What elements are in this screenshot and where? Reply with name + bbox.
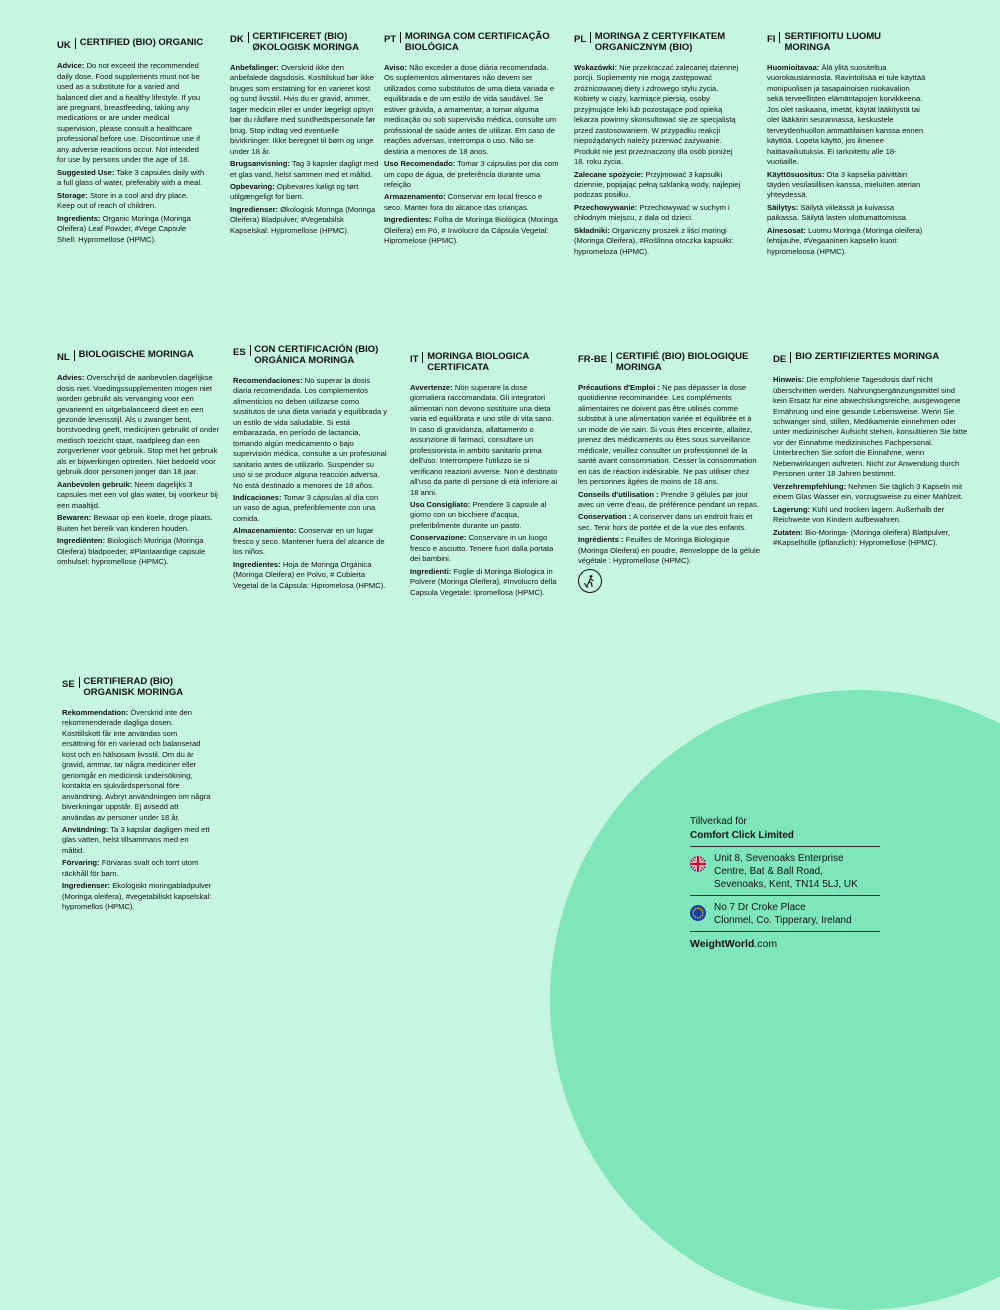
section-label: Bewaren: <box>57 513 92 523</box>
section-text: Não exceder a dose diária recomendada. Os suplementos alimentares não devem ser utilizados como substitutos de uma dieta variada e equilibrada e de um estilo de vida saudável. Se estiver grávida, a amamentar, a tomar alguma medicação ou sob supervisão médica, consulte um profissional de saúde antes de utilizar. Em caso de reações adversas, interrompa o uso. Não se destina a menores de 18 anos. <box>384 62 557 156</box>
section-text: Przechowywać w suchym i chłodnym miejscu, z dala od dzieci. <box>574 202 730 223</box>
nl-label-block <box>57 350 222 570</box>
section-text: Överskrid inte den rekommenderade dagliga dosen. Kosttillskott får inte användas som ersättning för en varierad och balanserad kost och en hälsosam livsstil. Om du är gravid, ammar, tar några mediciner eller genomgår en medicinsk undersökning, kontakta en sjukvårdspersonal före användning. Avbryt användningen om några biverkningar uppstår. Ej avsedd att användas av personer under 18 år. <box>62 707 211 822</box>
section-paragraph <box>57 536 222 567</box>
section-label: Ainesosat: <box>767 225 806 235</box>
country-code: DE <box>773 354 787 365</box>
separator <box>590 32 591 43</box>
section-label: Storage: <box>57 190 88 200</box>
section-text: Förvaras svalt och torrt utom räckhåll för barn. <box>62 858 199 878</box>
section-paragraph <box>57 61 207 166</box>
brand-name: WeightWorld <box>690 938 755 950</box>
section-label: Anbefalinger: <box>230 62 279 72</box>
pt-label-block <box>384 32 559 249</box>
block-header <box>384 32 559 54</box>
section-label: Advice: <box>57 61 85 71</box>
country-code: NL <box>57 352 70 363</box>
manufacturer-info <box>690 815 880 952</box>
country-code: PT <box>384 34 397 45</box>
section-label: Ingredienti: <box>410 566 452 576</box>
section-text: Organic Moringa (Moringa Oleifera) Leaf Powder, #Vege Capsule Shell: Hypromellose (HPMC). <box>57 213 191 244</box>
block-header <box>230 32 380 54</box>
section-label: Ingredientes: <box>233 559 281 569</box>
manufacturer-label: Tillverkad för <box>690 816 747 827</box>
section-label: Uso Recomendado: <box>384 159 456 169</box>
separator <box>422 352 423 363</box>
separator <box>74 350 75 361</box>
uk-label-block <box>57 38 207 247</box>
uk-flag-icon <box>690 856 706 872</box>
block-title: BIO ZERTIFIZIERTES MORINGA <box>795 351 940 362</box>
section-paragraph <box>230 205 380 236</box>
section-paragraph <box>574 170 744 201</box>
se-label-block <box>62 677 212 915</box>
country-code: UK <box>57 40 71 51</box>
separator <box>400 32 401 43</box>
frbe-label-block <box>578 352 760 593</box>
section-label: Hinweis: <box>773 375 805 385</box>
address-line: Clonmel, Co. Tipperary, Ireland <box>714 915 852 926</box>
section-text: Tomar 3 cápsulas al día con un vaso de agua, preferiblemente con una comida. <box>233 493 379 523</box>
section-text: Prendere 3 capsule al giorno con un bicchiere d'acqua, preferibilmente durante un pasto. <box>410 500 547 530</box>
section-paragraph <box>62 708 212 823</box>
block-title: MORINGA Z CERTYFIKATEM ORGANICZNYM (BIO) <box>594 31 726 53</box>
block-header <box>767 32 927 54</box>
manufacturer-company: Comfort Click Limited <box>690 830 794 841</box>
section-text: Store in a cool and dry place. Keep out of reach of children. <box>57 190 189 211</box>
section-paragraph <box>773 505 968 526</box>
section-text: Nehmen Sie täglich 3 Kapseln mit einem Glas Wasser ein, vorzugsweise zu einer Mahlzeit. <box>773 481 964 502</box>
section-paragraph <box>384 192 559 213</box>
section-text: Bewaar op een koele, droge plaats. Buiten het bereik van kinderen houden. <box>57 513 213 533</box>
section-text: Prendre 3 gélules par jour avec un verre d'eau, de préférence pendant un repas. <box>578 489 759 509</box>
section-label: Ingrediënten: <box>57 536 106 546</box>
section-label: Wskazówki: <box>574 62 618 72</box>
section-paragraph <box>767 63 927 168</box>
block-header <box>233 345 388 367</box>
dk-label-block <box>230 32 380 238</box>
section-label: Ingredients: <box>57 213 101 223</box>
address-line: Sevenoaks, Kent, TN14 5LJ, UK <box>714 879 858 890</box>
section-label: Przechowywanie: <box>574 202 638 212</box>
section-label: Recomendaciones: <box>233 375 303 385</box>
section-label: Ingrédients : <box>578 535 624 545</box>
section-paragraph <box>773 482 968 503</box>
section-label: Précautions d'Emploi : <box>578 382 660 392</box>
section-paragraph <box>410 383 560 498</box>
section-label: Användning: <box>62 825 109 834</box>
section-paragraph <box>773 375 968 480</box>
section-text: Overschrijd de aanbevolen dagelijkse dosis niet. Voedingssupplementen mogen niet worden gebruikt als vervanging voor een gevarieerd en uitgebalanceerd dieet en een gezonde levensstijl. Als u zwanger bent, borstvoeding geeft, medicijnen gebruikt of onder medisch toezicht staat, raadpleeg dan een zorgverlener voor gebruik. Stop met het gebruik als er bijwerkingen optreden. Niet bedoeld voor gebruik door personen jonger dan 18 jaar. <box>57 373 220 477</box>
section-label: Lagerung: <box>773 504 811 514</box>
section-paragraph <box>57 513 222 534</box>
block-header <box>773 352 968 366</box>
section-text: Älä ylitä suositeltua vuorokausiannosta. Ravintolisää ei tule käyttää monipuolisen ja tasapainoisen ruokavalion sekä terveellisten elämäntapojen korvikkeena. Jos olet raskaana, imetät, käytät lääkitystä tai olet lääkärin seurannassa, keskustele terveydenhuollon ammattilaisen kanssa ennen käyttöä. Lopeta käyttö, jos ilmenee haittavaikutuksia. Ei tarkoitettu alle 18-vuotiaille. <box>767 62 926 167</box>
block-title: CERTIFIED (BIO) ORGANIC <box>79 37 204 48</box>
section-paragraph <box>62 881 212 912</box>
section-text: Conservar em local fresco e seco. Manter fora do alcance das crianças. <box>384 192 543 212</box>
section-text: Bio-Moringa- (Moringa oleifera) Blattpulver, #Kapselhülle (pflanzlich): Hypromellose (HPMC). <box>773 527 950 548</box>
section-paragraph <box>574 63 744 168</box>
section-paragraph <box>578 383 760 488</box>
section-label: Säilytys: <box>767 202 799 212</box>
section-paragraph <box>230 63 380 157</box>
block-header <box>62 677 212 699</box>
section-label: Indicaciones: <box>233 493 282 502</box>
section-paragraph <box>578 490 760 511</box>
section-label: Conseils d'utilisation : <box>578 489 659 499</box>
block-title: BIOLOGISCHE MORINGA <box>78 349 194 360</box>
country-code: PL <box>574 34 587 45</box>
section-label: Aanbevolen gebruik: <box>57 479 133 489</box>
ireland-address <box>690 895 880 931</box>
block-header <box>57 38 207 52</box>
section-text: Przyjmować 3 kapsułki dziennie, popijając pełną szklanką wody, najlepiej podczas posiłku. <box>574 169 741 200</box>
section-paragraph <box>233 493 388 524</box>
section-text: Die empfohlene Tagesdosis darf nicht überschritten werden. Nahrungsergänzungsmittel sind kein Ersatz für eine abwechslungsreiche, ausgewogene Ernährung und eine gesunde Lebensweise. Wenn Sie schwanger sind, stillen, Medikamente einnehmen oder unter medizinischer Aufsicht stehen, konsultieren Sie bitte vor der Einnahme medizinisches Fachpersonal. Unterbrechen Sie sofort die Einnahme, wenn Nebenwirkungen auftreten. Nicht zur Anwendung durch Personen unter 18 Jahren bestimmt. <box>773 375 968 479</box>
country-code: IT <box>410 354 419 365</box>
section-paragraph <box>767 226 927 257</box>
section-paragraph <box>233 560 388 591</box>
section-text: Säilytä viileässä ja kuivassa paikassa. Säilytä lasten ulottumattomissa. <box>767 202 908 223</box>
section-paragraph <box>62 825 212 856</box>
section-text: Kühl und trocken lagern. Außerhalb der Reichweite von Kindern aufbewahren. <box>773 504 945 525</box>
section-label: Ingredienser: <box>62 881 111 891</box>
section-text: Take 3 capsules daily with a full glass of water, preferably with a meal. <box>57 167 205 188</box>
section-label: Zalecane spożycie: <box>574 169 644 179</box>
block-header <box>57 350 222 364</box>
section-paragraph <box>410 567 560 598</box>
it-label-block <box>410 352 560 600</box>
separator <box>779 32 780 43</box>
pl-label-block <box>574 32 744 259</box>
block-title: MORINGA BIOLOGICA CERTIFICATA <box>427 351 529 373</box>
section-text: Overskrid ikke den anbefalede dagsdosis. Kosttilskud bør ikke bruges som erstatning for en varieret kost og sund livsstil. Hvis du er gravid, ammer, tager medicin eller er under lægeligt opsyn bør du rådføre med sundhedspersonale før brug. Stop indtag ved eventuelle bivirkninger. Ikke beregnet til børn og unge under 18 år. <box>230 62 376 156</box>
section-paragraph <box>233 526 388 557</box>
section-text: No superar la dosis diaria recomendada. Los complementos alimenticios no deben utilizarse como sustitutos de una dieta variada y equilibrada y un estilo de vida saludable. Si está embarazada, en período de lactancia, tomando algún medicamento o bajo supervisión médica, consulte a un profesional sanitario antes de utilizarlo. Suspender su uso si se produce alguna reacción adversa. No está destinado a menores de 18 años. <box>233 375 388 490</box>
fi-label-block <box>767 32 927 259</box>
address-line: No 7 Dr Croke Place <box>714 902 806 913</box>
section-text: Non superare la dose giornaliera raccomandata. Gli integratori alimentari non devono sostituire una dieta varia ed equilibrata e uno stile di vita sano. In caso di gravidanza, allattamento o assunzione di farmaci, consultare un professionista in ambito sanitario prima dell'uso. Interrompere l'utilizzo se si verificano reazioni avverse. Non è destinato all'uso da parte di persone di età inferiore ai 18 anni. <box>410 382 558 497</box>
section-label: Aviso: <box>384 62 407 72</box>
separator <box>248 32 249 43</box>
section-label: Verzehrempfehlung: <box>773 481 846 491</box>
uk-address <box>690 846 880 895</box>
block-title: CERTIFIERAD (BIO) ORGANISK MORINGA <box>83 676 184 698</box>
section-text: A conserver dans un endroit frais et sec. Tenir hors de portée et de la vue des enfants. <box>578 512 753 532</box>
separator <box>790 352 791 363</box>
address-line: Unit 8, Sevenoaks Enterprise <box>714 853 844 864</box>
country-code: FI <box>767 34 776 45</box>
section-label: Conservation : <box>578 512 632 522</box>
section-text: Feuilles de Moringa Biologique (Moringa Oleifera) en poudre, #enveloppe de la gélule végétale : Hypromellose (HPMC). <box>578 535 760 566</box>
section-paragraph <box>578 535 760 566</box>
section-paragraph <box>574 203 744 224</box>
address-line: Centre, Bat & Ball Road, <box>714 866 823 877</box>
section-paragraph <box>233 376 388 491</box>
eu-flag-icon <box>690 905 706 921</box>
separator <box>75 38 76 49</box>
section-text: Neem dagelijks 3 capsules met een vol glas water, bij voorkeur bij een maaltijd. <box>57 479 218 510</box>
section-text: Conservare in un luogo fresco e asciutto. Tenere fuori dalla portata dei bambini. <box>410 533 554 564</box>
country-code: ES <box>233 347 246 358</box>
section-label: Advies: <box>57 373 85 383</box>
section-paragraph <box>574 226 744 257</box>
section-label: Conservazione: <box>410 533 467 543</box>
section-label: Rekommendation: <box>62 707 129 717</box>
section-text: Hoja de Moringa Orgánica (Moringa Oleifera) en Polvo, # Cubierta Vegetal de la Cápsula: Hipromelosa (HPMC). <box>233 559 386 590</box>
separator <box>250 345 251 356</box>
section-label: Brugsanvisning: <box>230 159 290 169</box>
section-label: Suggested Use: <box>57 167 115 177</box>
section-text: Luomu Moringa (Moringa oleifera) lehtijauhe, #Vegaaninen kapselin kuori: hypromeloosa (HPMC). <box>767 225 923 256</box>
section-text: Opbevares køligt og tørt utilgængeligt for børn. <box>230 182 359 202</box>
recycling-person-icon <box>578 569 602 593</box>
section-paragraph <box>410 533 560 564</box>
section-label: Avvertenze: <box>410 382 453 392</box>
section-paragraph <box>384 159 559 190</box>
country-code: SE <box>62 679 75 690</box>
section-label: Armazenamento: <box>384 192 446 202</box>
section-paragraph <box>62 858 212 879</box>
section-paragraph <box>767 203 927 224</box>
section-label: Almacenamiento: <box>233 526 297 536</box>
section-label: Käyttösuositus: <box>767 169 825 179</box>
section-paragraph <box>578 512 760 533</box>
section-paragraph <box>767 170 927 201</box>
country-code: FR-BE <box>578 354 608 365</box>
block-title: SERTIFIOITU LUOMU MORINGA <box>784 31 882 53</box>
section-label: Ingredienser: <box>230 204 279 214</box>
section-paragraph <box>410 500 560 531</box>
section-text: Tomar 3 cápsulas por dia com um copo de água, de preferência durante uma refeição <box>384 159 559 189</box>
section-text: Ekologiskt moringabladpulver (Moringa oleifera), #vegetabiliskt kapselskal: hypromellos (HPMC). <box>62 881 212 912</box>
block-header <box>574 32 744 54</box>
section-text: Organiczny proszek z liści moringi (Moringa Oleifera), #Roślinna otoczka kapsułki: hypromeloza (HPMC). <box>574 225 734 256</box>
section-paragraph <box>57 214 207 245</box>
section-label: Förvaring: <box>62 858 100 868</box>
section-text: Ota 3 kapselia päivittäin täyden vesilasillisen kanssa, mieluiten aterian yhteydessä. <box>767 169 921 200</box>
section-label: Składniki: <box>574 225 610 235</box>
brand-domain: .com <box>754 938 778 950</box>
block-header <box>410 352 560 374</box>
section-text: Conservar en un lugar fresco y seco. Mantener fuera del alcance de los niños. <box>233 526 385 557</box>
section-paragraph <box>57 480 222 511</box>
section-text: Foglie di Moringa Biologica in Polvere (Moringa Oleifera), #Involucro della Capsula Vegetale: Ipromellosa (HPMC). <box>410 566 557 597</box>
section-text: Nie przekraczać zalecanej dziennej porcji. Suplementy nie mogą zastępować zróżnicowanej diety i zdrowego stylu życia. Kobiety w ciąży, karmiące piersią, osoby przyjmujące leki lub pozostające pod opieką lekarza powinny skonsultować się ze specjalistą przed zastosowaniem. W przypadku reakcji niepożądanych należy przerwać zażywanie. Produkt nie jest przeznaczony dla osób poniżej 18. roku życia. <box>574 62 739 167</box>
brand-website <box>690 931 880 952</box>
section-paragraph <box>57 373 222 478</box>
section-label: Zutaten: <box>773 527 803 537</box>
section-text: Tag 3 kapsler dagligt med et glas vand, helst sammen med et måltid. <box>230 159 379 179</box>
section-text: Do not exceed the recommended daily dose. Food supplements must not be used as a substitute for a varied and balanced diet and a healthy lifestyle. If you are pregnant, breastfeeding, taking any medications or are under medical supervision, please consult a healthcare professional before use. Discontinue use if any adverse reactions occur. Not intended for use by persons under the age of 18. <box>57 61 201 165</box>
section-label: Huomioitavaa: <box>767 62 820 72</box>
section-paragraph <box>773 528 968 549</box>
section-label: Opbevaring: <box>230 182 275 191</box>
section-paragraph <box>57 168 207 189</box>
section-text: Ne pas dépasser la dose quotidienne recommandée. Les compléments alimentaires ne doivent pas être utilisés comme substitut à une alimentation variée et équilibrée et à un mode de vie sain. Si vous êtes enceinte, allaitez, prenez des médicaments ou êtes sous surveillance médicale, veuillez consulter un professionnel de la santé avant consommation. Cesser la consommation en cas de réaction indésirable. Ne pas utiliser chez les personnes âgées de moins de 18 ans. <box>578 382 757 487</box>
block-title: CERTIFICERET (BIO) ØKOLOGISK MORINGA <box>252 31 359 53</box>
block-header <box>578 352 760 374</box>
section-paragraph <box>384 215 559 246</box>
decorative-circle <box>550 690 1000 1310</box>
country-code: DK <box>230 34 244 45</box>
block-title: MORINGA COM CERTIFICAÇÃO BIOLÓGICA <box>404 31 550 53</box>
section-paragraph <box>57 191 207 212</box>
section-text: Biologisch Moringa (Moringa Oleifera) bladpoeder, #Plantaardige capsule omhulsel: hypromellose (HPMC). <box>57 536 206 567</box>
es-label-block <box>233 345 388 593</box>
section-text: Ta 3 kapslar dagligen med ett glas vatten, helst tillsammans med en måltid. <box>62 825 210 855</box>
separator <box>79 677 80 688</box>
section-paragraph <box>230 182 380 203</box>
block-title: CERTIFIÉ (BIO) BIOLOGIQUE MORINGA <box>615 351 749 373</box>
separator <box>611 352 612 363</box>
section-label: Uso Consigliato: <box>410 500 471 509</box>
block-title: CON CERTIFICACIÓN (BIO) ORGÁNICA MORINGA <box>254 344 379 366</box>
section-paragraph <box>384 63 559 157</box>
section-paragraph <box>230 159 380 180</box>
section-text: Folha de Moringa Biológica (Moringa Oleifera) em Pó, # Invólucro da Cápsula Vegetal: Hipromelose (HPMC). <box>384 215 558 246</box>
section-label: Ingredientes: <box>384 215 432 225</box>
section-text: Økologisk Moringa (Moringa Oleifera) Bladpulver, #Vegetabilsk Kapselskal: Hypromellose (HPMC). <box>230 204 376 235</box>
de-label-block <box>773 352 968 551</box>
